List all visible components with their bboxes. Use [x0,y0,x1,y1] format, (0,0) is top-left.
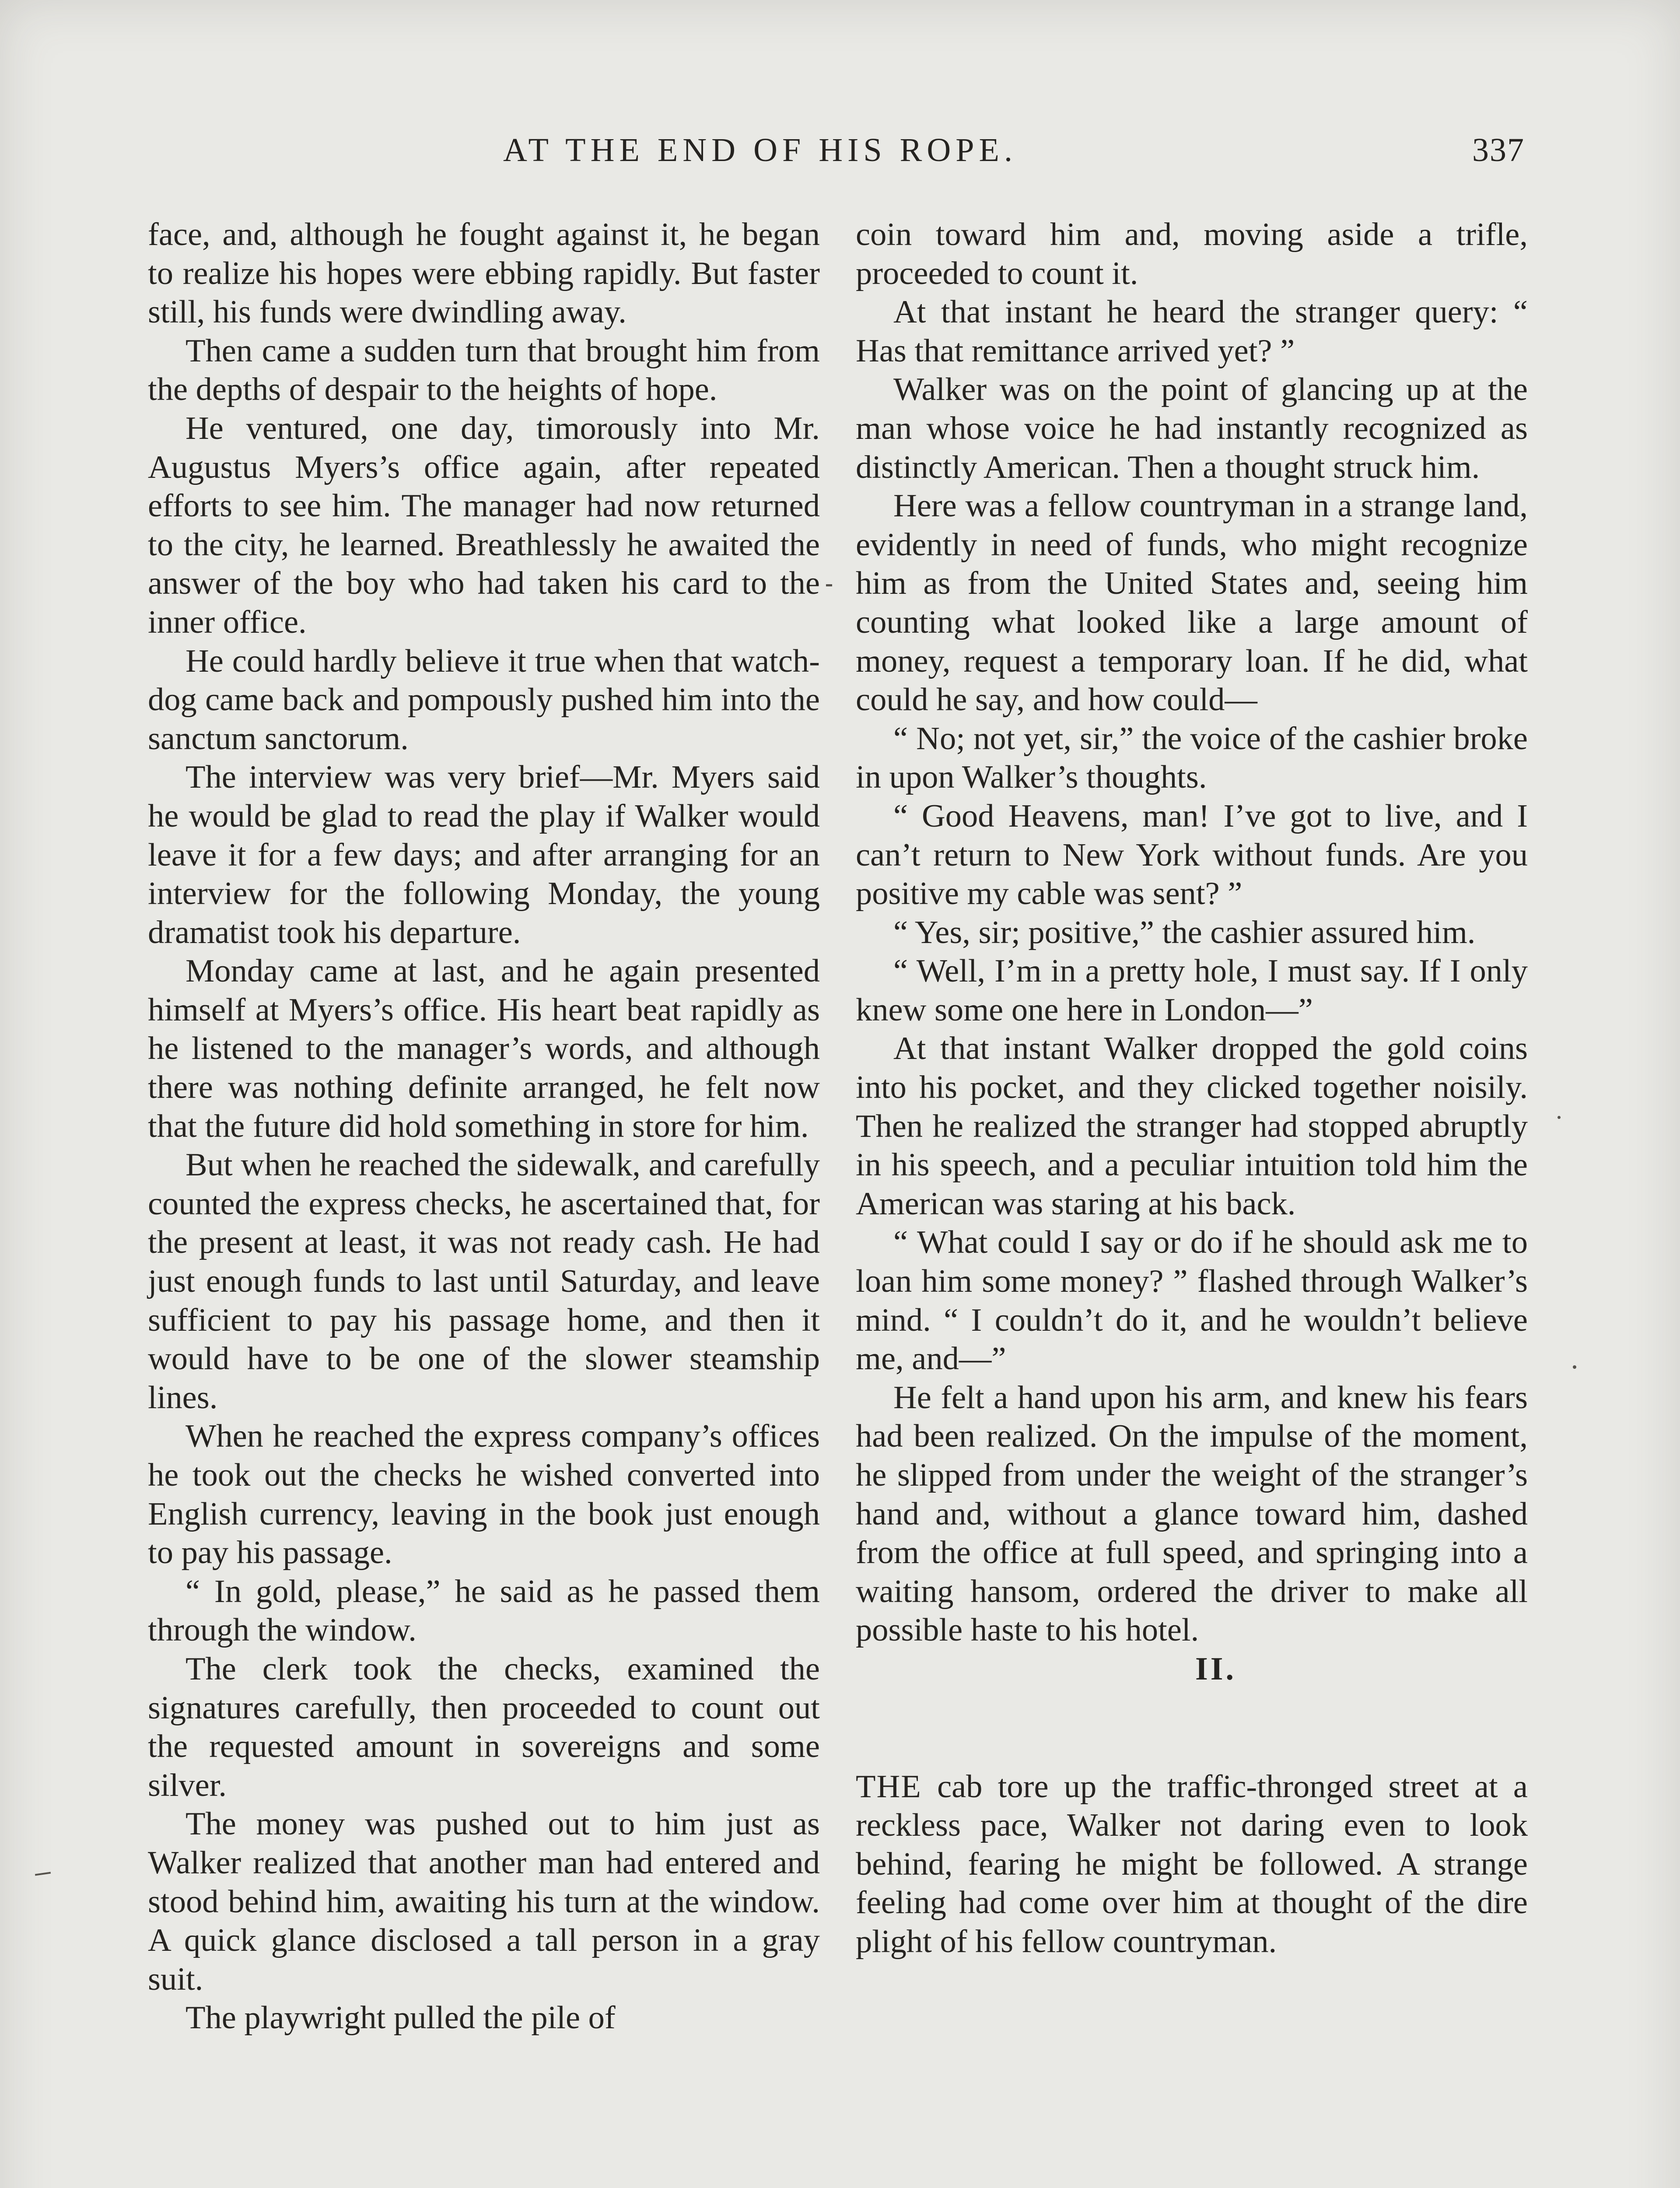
paragraph: “ No; not yet, sir,” the voice of the cashier broke in upon Walker’s thoughts. [856,720,1528,796]
paragraph: He ventured, one day, timorously into Mr. Augustus Myers’s office again, after repeated efforts to see him. The manager had now returned to the city, he learned. Breathlessly he awaited the answer of the boy who had taken his card to the inner office. [148,410,820,640]
paragraph: coin toward him and, moving aside a trifle, proceeded to count it. [856,217,1528,291]
opening-paragraph-text: cab tore up the traffic-thronged street at a reckless pace, Walker not daring even to look behind, fearing he might be followed. A strange feeling had come over him at thought of the dire plight of his fellow countryman. [856,1768,1528,1960]
text-column-left [148,215,820,2037]
paragraph: Then came a sudden turn that brought him from the depths of despair to the heights of hope. [148,333,820,408]
text-column-right [856,215,1528,1961]
margin-tick-mark [1558,1116,1561,1119]
paragraph: The interview was very brief—Mr. Myers said he would be glad to read the play if Walker would leave it for a few days; and after arranging for an interview for the following Monday, the young dramatist took his departure. [148,759,820,950]
margin-tick-mark [35,1872,51,1876]
paragraph: “ What could I say or do if he should ask me to loan him some money? ” flashed through Walker’s mind. “ I couldn’t do it, and he wouldn’t believe me, and—” [856,1224,1528,1377]
paragraph: But when he reached the sidewalk, and carefully counted the express checks, he ascertained that, for the present at least, it was not ready cash. He had just enough funds to last until Saturday, and leave sufficient to pay his passage home, and then it would have to be one of the slower steamship lines. [148,1147,820,1416]
paragraph: face, and, although he fought against it, he began to realize his hopes were ebbing rapidly. But faster still, his funds were dwindling away. [148,217,820,330]
paragraph: Walker was on the point of glancing up at the man whose voice he had instantly recognized as distinctly American. Then a thought struck him. [856,372,1528,485]
section-two-opening-paragraph [856,1767,1528,1961]
paragraph: Here was a fellow countryman in a strange land, evidently in need of funds, who might recognize him as from the United States and, seeing him counting what looked like a large amount of money, request a temporary loan. If he did, what could he say, and how could— [856,488,1528,718]
section-heading: II. [1195,1651,1237,1687]
paragraph: When he reached the express company’s offices he took out the checks he wished converted into English currency, leaving in the book just enough to pay his passage. [148,1418,820,1571]
paragraph: Monday came at last, and he again presented himself at Myers’s office. His heart beat rapidly as he listened to the manager’s words, and although there was nothing definite arranged, he felt now that the future did hold something in store for him. [148,953,820,1144]
paragraph: The clerk took the checks, examined the signatures carefully, then proceeded to count out the requested amount in sovereigns and some silver. [148,1651,820,1803]
paragraph: At that instant Walker dropped the gold coins into his pocket, and they clicked together noisily. Then he realized the stranger had stopped abruptly in his speech, and a peculiar intuition told him the American was staring at his back. [856,1031,1528,1222]
margin-tick-mark [1573,1365,1576,1369]
page-number: 337 [1472,132,1525,168]
paragraph: The money was pushed out to him just as Walker realized that another man had entered and stood behind him, awaiting his turn at the window. A quick glance disclosed a tall person in a gray suit. [148,1806,820,1997]
paragraph: The playwright pulled the pile of [186,2000,616,2036]
paragraph: He felt a hand upon his arm, and knew his fears had been realized. On the impulse of the moment, he slipped from under the weight of the stranger’s hand and, without a glance toward him, dashed from the office at full speed, and springing into a waiting hansom, ordered the driver to make all possible haste to his hotel. [856,1379,1528,1648]
small-caps-lead: THE [856,1768,922,1805]
paragraph: “ Good Heavens, man! I’ve got to live, and I can’t return to New York without funds. Are you positive my cable was sent? ” [856,798,1528,912]
paragraph: “ Well, I’m in a pretty hole, I must say. If I only knew some one here in London—” [856,953,1528,1028]
paragraph: At that instant he heard the stranger query: “ Has that remittance arrived yet? ” [856,294,1528,369]
running-title: AT THE END OF HIS ROPE. [503,132,1017,168]
margin-tick-mark [826,584,832,586]
running-header [0,131,1680,179]
column-right-part-one [856,215,1528,1650]
paragraph: “ In gold, please,” he said as he passed them through the window. [148,1573,820,1648]
paragraph: He could hardly believe it true when that watch-dog came back and pompously pushed him into the sanctum sanctorum. [148,643,820,757]
paragraph: “ Yes, sir; positive,” the cashier assured him. [893,914,1476,950]
